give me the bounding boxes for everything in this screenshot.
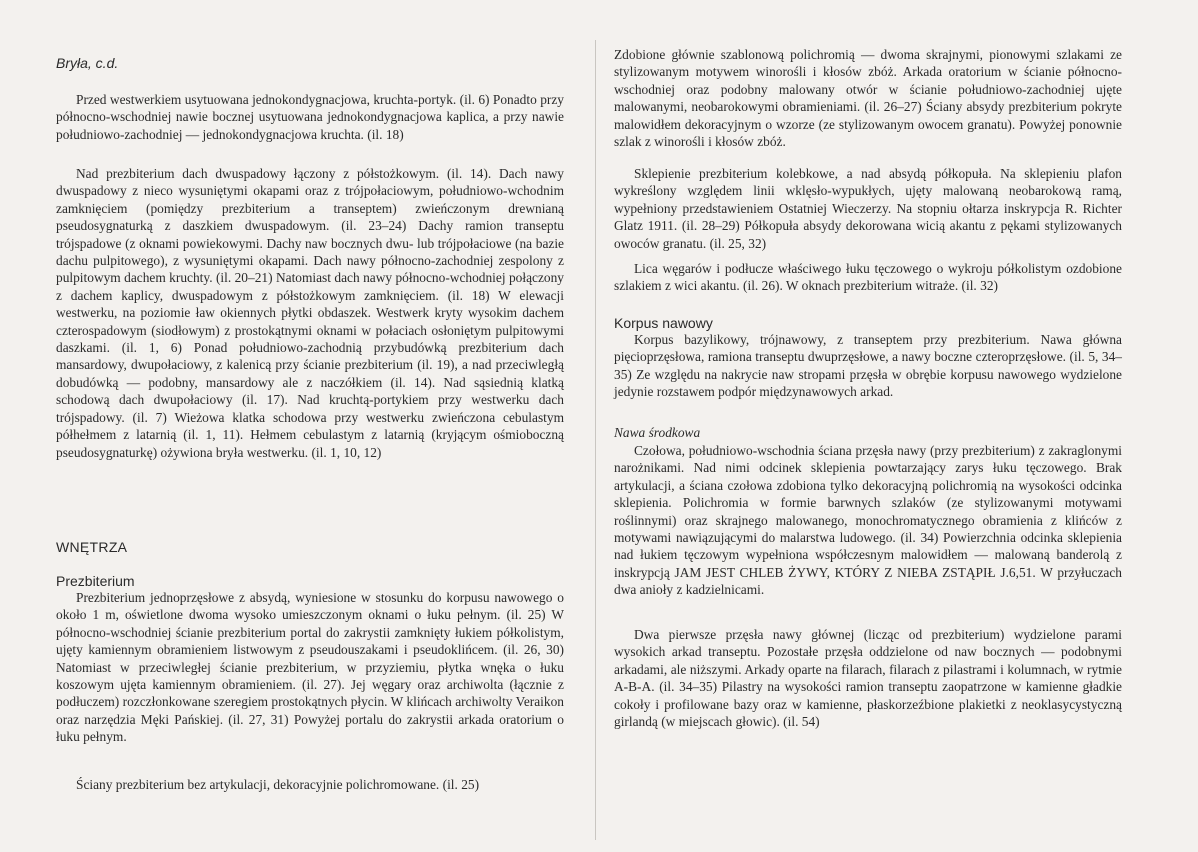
subsection-heading-central-nave: Nawa środkowa: [614, 425, 701, 440]
paragraph-presbytery-walls: Ściany prezbiterium bez artykulacji, dekoracyjnie polichromowane. (il. 25): [76, 777, 480, 792]
paragraph-porch: Przed westwerkiem usytuowana jednokondygnacjowa, kruchta-portyk. (il. 6) Ponadto przy północno-wschodniej nawie bocznej usytuowana jednokondygnacjowa kaplica, a przy nawie południowo-zachodniej — jednokondygnacjowa kruchta. (il. 18): [56, 92, 564, 142]
paragraph-nave-body: Korpus bazylikowy, trójnawowy, z transeptem przy prezbiterium. Nawa główna pięcioprzęsłowa, ramiona transeptu dwuprzęsłowe, a nawy boczne czteroprzęsłowe. (il. 5, 34–35) Ze względu na nakrycie naw stropami przęsła w obrębie korpusu nawowego wydzielone jedynie rozstawem podpór międzynawowych arkad.: [614, 332, 1122, 400]
paragraph-roofs: Nad prezbiterium dach dwuspadowy łączony z półstożkowym. (il. 14). Dach nawy dwuspadowy z nieco wysuniętymi okapami oraz z trójpołaciowym, południowo-wchodnim zamknięciem (pomiędzy prezbiterium a transeptem) zwieńczonym drewnianą pseudosygnaturką z daszkiem dwuspadowym. (il. 23–24) Dachy ramion transeptu trójspadowe (z oknami powiekowymi. Dachy naw bocznych dwu- lub trójpołaciowe (na bazie dachu pulpitowego), z wysuniętymi okapami. Dach nawy północno-zachodniej zespolony z pulpitowym dachem kruchty. (il. 20–21) Natomiast dach nawy północno-wchodniej połączony z dachem kaplicy, dwuspadowym z półstożkowym zamknięciem. (il. 18) W elewacji westwerku, na poziomie ław okiennych płytki obdaszek. Westwerk kryty wysokim dachem czterospadowym (siodłowym) z prostokątnymi oknami w połaciach osłoniętym pulpitowymi daszkami. (il. 1, 6) Ponad południowo-zachodnią przybudówką prezbiterium dach mansardowy, dwupołaciowy, z kalenicą przy ścianie prezbiterium (il. 19), a nad przeciwległą dobudówką — podobny, mansardowy ale z naczółkiem (il. 14). Nad sąsiednią klatką schodową dach dwupołaciowy (il. 17). Nad kruchtą-portykiem przy westwerku dach trójspadowy. (il. 7) Wieżowa klatka schodowa przy westwerku zwieńczona cebulastym półhełmem z latarnią (il. 1, 11). Hełmem cebulastym z latarnią (kryjącym ośmioboczną pseudosygnaturkę) ożywiona bryła westwerku. (il. 1, 10, 12): [56, 166, 564, 460]
continued-title: Bryła, c.d.: [56, 55, 119, 71]
paragraph-presbytery: Prezbiterium jednoprzęsłowe z absydą, wyniesione w stosunku do korpusu nawowego o około 1 m, oświetlone dwoma wysoko umieszczonym oknami o łuku pełnym. (il. 25) W północno-wschodniej ścianie prezbiterium portal do zakrystii zamknięty łukiem półkolistym, ujęty kamiennym obramieniem listwowym z pseudouszakami i pseudoklińcem. (il. 26, 30) Natomiast w przeciwległej ścianie prezbiterium, w przyziemiu, płytka wnęka o łuku koszowym ujęta kamiennym obramieniem. (il. 27). Jej węgary oraz archiwolta (łącznie z podłuczem) rozczłonkowane szeregiem prostokątnych płycin. W klińcach archiwolty Veraikon oraz narzędzia Męki Pańskiej. (il. 27, 31) Powyżej portalu do zakrystii arkada oratorium o łuku pełnym.: [56, 590, 564, 745]
paragraph-arcades: Dwa pierwsze przęsła nawy głównej (licząc od prezbiterium) wydzielone parami wysokich arkad transeptu. Pozostałe przęsła oddzielone od naw bocznych — podobnymi arkadami, ale niższymi. Arkady oparte na filarach, filarach z pilastrami i kolumnach, w rytmie A-B-A. (il. 34–35) Pilastry na wysokości ramion transeptu zaopatrzone w kamienne gładkie cokoły i profilowane bazy oraz w kamienne, płaskorzeźbione plakietki z neoklasycystyczną girlandą (w miejscach głowic). (il. 54): [614, 627, 1122, 730]
paragraph-central-nave: Czołowa, południowo-wschodnia ściana przęsła nawy (przy prezbiterium) z zakraglonymi narożnikami. Nad nimi odcinek sklepienia powtarzający zarys łuku tęczowego. Brak artykulacji, a ściana czołowa zdobiona tylko dekoracyjną polichromią na wysokości odcinka sklepienia. Polichromia w formie barwnych szlaków (ze stylizowanymi motywami roślinnymi) oraz skrajnego malowanego, monochromatycznego obramienia z klińców z motywami nawiązującymi do malarstwa ludowego. (il. 34) Powierzchnia odcinka sklepienia nad łukiem tęczowym wypełniona współczesnym malowidłem — malowaną banderolą z inskrypcją JAM JEST CHLEB ŻYWY, KTÓRY Z NIEBA ZSTĄPIŁ J.6,51. W przyłuczach dwa anioły z kadzielnicami.: [614, 443, 1122, 598]
paragraph-arch: Lica węgarów i podłucze właściwego łuku tęczowego o wykroju półkolistym ozdobione szlakiem z wici akantu. (il. 26). W oknach prezbiterium witraże. (il. 32): [614, 261, 1122, 294]
paragraph-polychrome: Zdobione głównie szablonową polichromią — dwoma skrajnymi, pionowymi szlakami ze stylizowanym motywem winorośli i kłosów zbóż. Arkada oratorium w ścianie północno-wschodniej oraz podobny malowany otwór w ścianie południowo-zachodniej ujęte malowanymi, neobarokowymi obramieniami. (il. 26–27) Ściany absydy prezbiterium pokryte malowidłem dekoracyjnym o wzorze (ze stylizowanym owocem granatu). Powyżej ponownie szlak z winorośli i kłosów zbóż.: [614, 47, 1122, 150]
section-heading-interiors: WNĘTRZA: [56, 539, 128, 555]
subsection-heading-presbytery: Prezbiterium: [56, 573, 135, 589]
page-gutter: [595, 40, 596, 840]
paragraph-vault: Sklepienie prezbiterium kolebkowe, a nad absydą półkopuła. Na sklepieniu plafon wykreślony względem linii wklęsło-wypukłych, ujęty malowaną neobarokową ramą, wypełniony przedstawieniem Ostatniej Wieczerzy. Na stopniu ołtarza inskrypcja R. Richter Glatz 1911. (il. 28–29) Półkopuła absydy dekorowana wicią akantu z pękami stylizowanych owoców granatu. (il. 25, 32): [614, 166, 1122, 251]
subsection-heading-nave-body: Korpus nawowy: [614, 315, 713, 331]
